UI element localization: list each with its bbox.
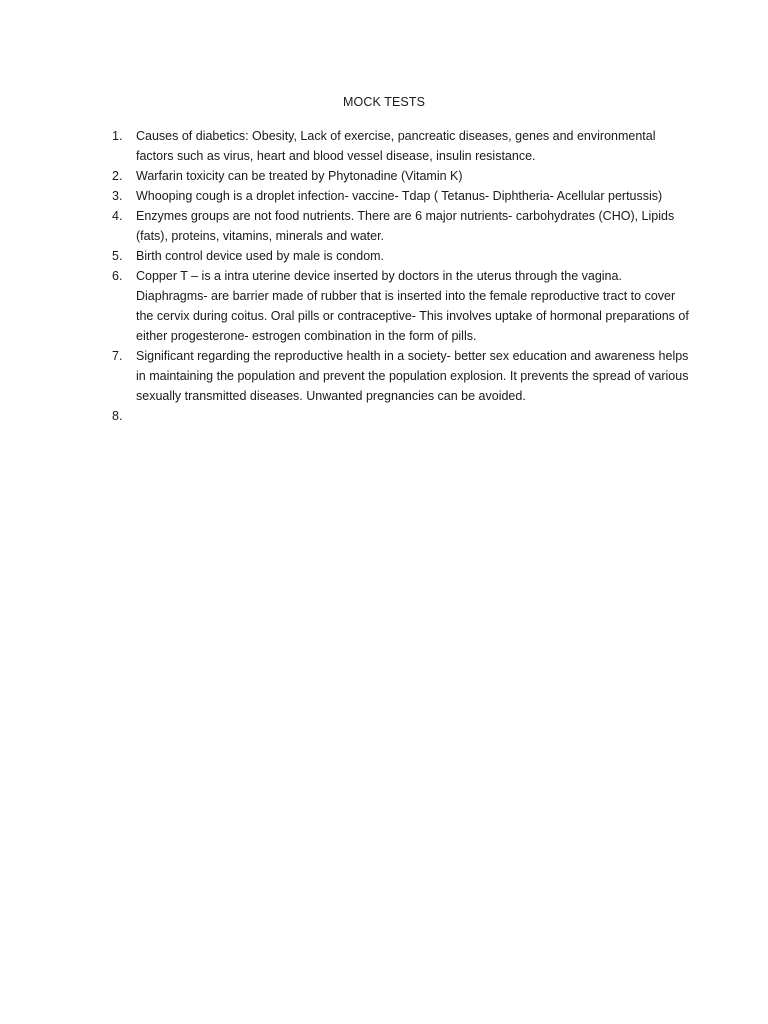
list-item-number: 8. — [112, 409, 123, 423]
list-item-number: 5. — [112, 249, 123, 263]
list-item-text — [136, 406, 690, 426]
list-item-number: 7. — [112, 349, 123, 363]
list-item-text: Copper T – is a intra uterine device inserted by doctors in the uterus through the vagina. Diaphragms- are barrier made of rubber that is inserted into the female reproductive tract to cover the cervix during coitus. Oral pills or contraceptive- This involves uptake of hormonal preparations of either progesterone- estrogen combination in the form of pills. — [136, 269, 689, 343]
list-item-text: Significant regarding the reproductive health in a society- better sex education and awareness helps in maintaining the population and prevent the population explosion. It prevents the spread of various sexually transmitted diseases. Unwanted pregnancies can be avoided. — [136, 349, 689, 403]
list-item-number: 1. — [112, 129, 123, 143]
list-item-text: Warfarin toxicity can be treated by Phytonadine (Vitamin K) — [136, 169, 463, 183]
list-item — [100, 166, 690, 186]
list-item-number: 2. — [112, 169, 123, 183]
list-item — [100, 346, 690, 406]
list-item — [100, 246, 690, 266]
list-item-number: 4. — [112, 209, 123, 223]
list-item-text: Causes of diabetics: Obesity, Lack of exercise, pancreatic diseases, genes and environmental factors such as virus, heart and blood vessel disease, insulin resistance. — [136, 129, 656, 163]
list-item — [100, 266, 690, 346]
list-item-text: Whooping cough is a droplet infection- vaccine- Tdap ( Tetanus- Diphtheria- Acellular pertussis) — [136, 189, 663, 203]
list-item-text: Enzymes groups are not food nutrients. There are 6 major nutrients- carbohydrates (CHO), Lipids (fats), proteins, vitamins, minerals and water. — [136, 209, 675, 243]
document-title: MOCK TESTS — [342, 95, 426, 109]
list-item-text: Birth control device used by male is condom. — [136, 249, 385, 263]
list-item-number: 3. — [112, 189, 123, 203]
list-item — [100, 406, 690, 426]
list-item — [100, 206, 690, 246]
list-item — [100, 126, 690, 166]
numbered-list — [100, 126, 690, 426]
list-item-number: 6. — [112, 269, 123, 283]
list-item — [100, 186, 690, 206]
